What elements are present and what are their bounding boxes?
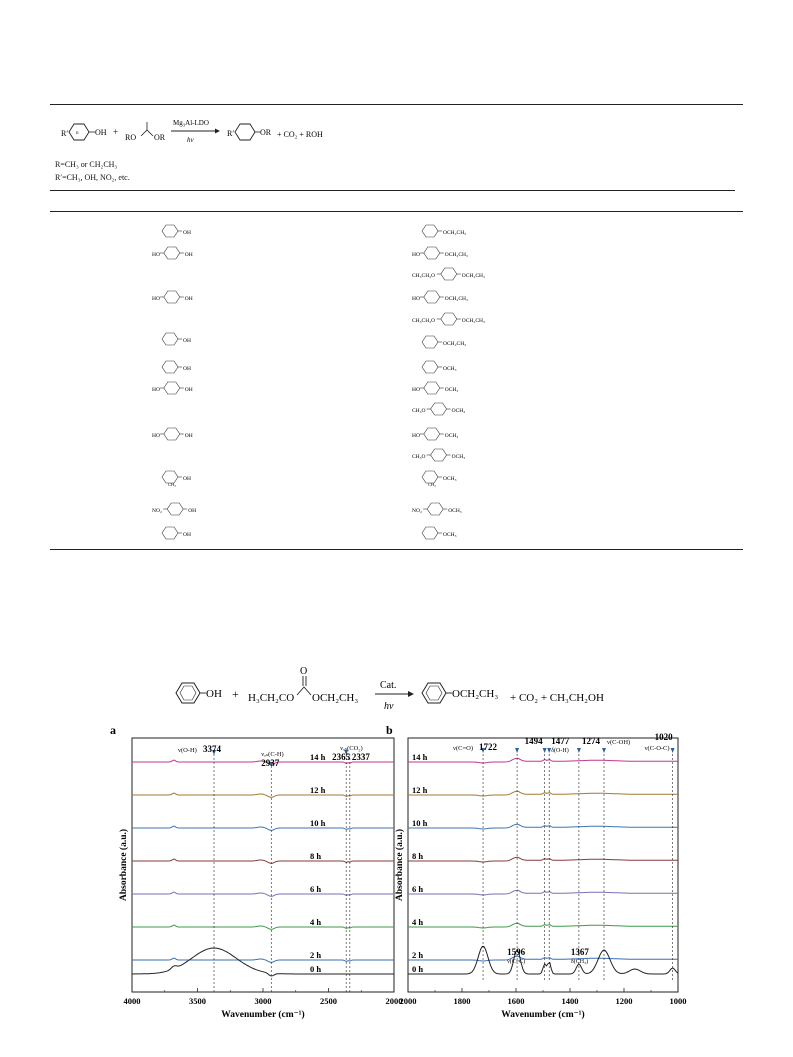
substrate-structure — [150, 500, 350, 518]
substrate-ring — [164, 291, 180, 303]
product-ring — [424, 291, 440, 303]
product-right-group: OCH₃ — [444, 387, 459, 393]
annotation-value: 1722 — [479, 742, 498, 752]
x-tick-label: 2000 — [385, 996, 403, 1006]
plot-frame — [132, 738, 394, 992]
substrate-ring — [164, 247, 180, 259]
product-sub-group: CH₃ — [428, 482, 436, 487]
product-structure — [410, 333, 610, 351]
annotation-label: δ(O-H) — [551, 748, 569, 754]
annotation-arrow — [543, 748, 547, 753]
product-structure — [410, 265, 610, 283]
reaction-scheme-phenol — [170, 665, 630, 720]
annotation-value: 3374 — [203, 744, 222, 754]
scheme-carbonate-right: OCH₂CH₃ — [312, 692, 359, 704]
series-label: 10 h — [412, 818, 428, 828]
annotation-label: ν(C-OH) — [607, 739, 631, 746]
product-right-group: OCH₂CH₃ — [443, 341, 467, 347]
substrate-ring — [162, 225, 178, 237]
product-structure — [410, 425, 610, 443]
product-right-group: OCH₃ — [451, 408, 466, 414]
substrate-left-group: HO — [152, 252, 160, 258]
series-label: 2 h — [310, 950, 322, 960]
substrate-right-group: OH — [184, 252, 193, 258]
series-label: 0 h — [412, 964, 424, 974]
x-tick-label: 1600 — [507, 996, 525, 1006]
annotation-value: 1477 — [551, 736, 570, 746]
spectrum-line — [132, 826, 394, 830]
spectrum-line — [132, 958, 394, 962]
product-left-group: CH₃CH₂O — [412, 318, 436, 324]
table-mid-rule-2 — [50, 211, 743, 212]
product-ring — [424, 382, 440, 394]
product-structure — [410, 524, 610, 542]
r-prime-label-product: R′ — [227, 129, 235, 138]
spectrum-line — [408, 923, 678, 928]
annotation-arrow — [515, 748, 519, 753]
substrate-left-group: HO — [152, 433, 160, 439]
substrate-right-group: OH — [183, 476, 191, 482]
scheme-plus: + — [232, 687, 239, 701]
annotation-value: 2365 — [332, 752, 351, 762]
product-structure — [410, 288, 610, 306]
product-left-group: HO — [412, 252, 420, 258]
substrate-structure — [150, 425, 350, 443]
product-ring — [424, 247, 440, 259]
substrate-structure — [150, 330, 350, 348]
substrate-right-group: OH — [183, 366, 191, 372]
scheme-product-group: OCH₂CH₃ — [452, 688, 499, 700]
substrate-left-group: HO — [152, 296, 160, 302]
substrate-ring — [162, 333, 178, 345]
substrate-ring — [162, 361, 178, 373]
product-structure — [410, 400, 610, 418]
substrate-right-group: OH — [184, 387, 193, 393]
product-left-group: CH₃O — [412, 408, 426, 414]
substrate-right-group: OH — [184, 296, 193, 302]
product-ring — [441, 268, 457, 280]
table-bottom-rule — [50, 549, 743, 550]
spectrum-line — [408, 857, 678, 862]
substrate-right-group: OH — [188, 508, 197, 514]
annotation-value: 1367 — [570, 947, 589, 957]
annotation-label: δ(CH₃) — [570, 959, 589, 965]
ftir-panel-b — [386, 722, 687, 1020]
product-structure — [410, 468, 610, 486]
x-tick-label: 1000 — [669, 996, 687, 1006]
substrate-ring — [162, 527, 178, 539]
product-right-group: OCH₃ — [448, 508, 462, 514]
product-structure — [410, 379, 610, 397]
annotation-arrow — [671, 748, 675, 753]
ftir-panel-a — [110, 722, 403, 1020]
substrate-structure — [150, 222, 350, 240]
substrate-structure — [150, 468, 350, 486]
spectrum-line — [132, 948, 394, 976]
substrate-ring — [164, 428, 180, 440]
reactant-group: OH — [95, 128, 107, 137]
product-left-group: CH₃O — [412, 454, 426, 460]
substrate-right-group: OH — [183, 338, 191, 344]
x-axis-label: Wavenumber (cm⁻¹) — [501, 1010, 585, 1020]
scheme-carbonate-left: H₃CH₂CO — [248, 692, 295, 704]
scheme-light: hv — [384, 701, 394, 712]
series-label: 12 h — [412, 785, 428, 795]
x-tick-label: 3500 — [189, 996, 206, 1006]
table-top-rule — [50, 104, 743, 105]
product-right-group: OCH₂CH₃ — [444, 252, 468, 258]
carbonyl-oxygen: O — [300, 666, 308, 677]
product-group: OR — [260, 128, 272, 137]
annotation-label: νₐₛ(C-H) — [261, 751, 284, 758]
product-structure — [410, 500, 610, 518]
spectrum-line — [408, 824, 678, 829]
ring-n-label: n — [76, 131, 79, 136]
product-ring — [424, 428, 440, 440]
series-label: 0 h — [310, 964, 322, 974]
substrate-ring — [167, 503, 183, 515]
x-tick-label: 4000 — [123, 996, 141, 1006]
product-right-group: OCH₃ — [443, 366, 457, 372]
x-tick-label: 3000 — [254, 996, 272, 1006]
x-axis-label: Wavenumber (cm⁻¹) — [221, 1010, 305, 1020]
y-axis-label: Absorbance (a.u.) — [119, 828, 129, 902]
table-mid-rule-1 — [50, 190, 735, 191]
product-left-group: HO — [412, 433, 420, 439]
annotation-value: 1020 — [654, 732, 673, 742]
product-ring — [422, 225, 438, 237]
spectrum-line — [132, 892, 394, 896]
annotation-label: νₐₛ(CO₂) — [340, 745, 363, 752]
product-right-group: OCH₃ — [451, 454, 466, 460]
catalyst-label: Mg₃Al-LDO — [173, 119, 209, 127]
product-right-group: OCH₂CH₃ — [444, 296, 468, 302]
annotation-value: 2937 — [261, 758, 280, 768]
series-label: 8 h — [412, 851, 424, 861]
x-tick-label: 1400 — [561, 996, 579, 1006]
note-r: R=CH₃ or CH₂CH₃ — [55, 160, 118, 169]
reaction-scheme-general — [55, 112, 415, 152]
x-tick-label: 2000 — [399, 996, 417, 1006]
product-right-group: OCH₂CH₃ — [461, 318, 485, 324]
annotation-arrow — [602, 748, 606, 753]
spectrum-line — [408, 791, 678, 796]
scheme-byproducts: + CO₂ + CH₃CH₂OH — [510, 692, 604, 704]
product-right-group: OCH₃ — [444, 433, 459, 439]
substrate-right-group: OH — [184, 433, 193, 439]
note-r-prime: R′=CH₃, OH, NO₂, etc. — [55, 173, 130, 182]
product-ring — [431, 449, 447, 461]
spectrum-line — [132, 925, 394, 929]
annotation-value: 2337 — [351, 752, 370, 762]
r-prime-label: R′ — [61, 129, 69, 138]
series-label: 12 h — [310, 785, 326, 795]
substrate-structure — [150, 288, 350, 306]
series-label: 14 h — [412, 752, 428, 762]
product-ring — [441, 313, 457, 325]
annotation-value: 1494 — [524, 736, 543, 746]
substrate-structure — [150, 524, 350, 542]
series-label: 4 h — [412, 917, 424, 927]
annotation-value: 1596 — [507, 947, 526, 957]
x-tick-label: 2500 — [320, 996, 337, 1006]
product-left-group: NO₂ — [412, 508, 422, 514]
plus-sign: + — [113, 127, 119, 137]
product-right-group: OCH₂CH₃ — [443, 230, 467, 236]
series-label: 4 h — [310, 917, 322, 927]
substrate-structure — [150, 358, 350, 376]
substrate-structure — [150, 244, 350, 262]
series-label: 6 h — [412, 884, 424, 894]
scheme-catalyst: Cat. — [380, 680, 397, 691]
substrate-ring — [164, 382, 180, 394]
product-left-group: HO — [412, 296, 420, 302]
byproducts: + CO₂ + ROH — [277, 130, 323, 139]
product-ring — [427, 503, 443, 515]
panel-label: a — [110, 723, 116, 737]
product-left-group: CH₃CH₂O — [412, 273, 436, 279]
spectrum-line — [408, 758, 678, 763]
spectrum-line — [408, 956, 678, 961]
spectrum-line — [132, 859, 394, 863]
substrate-left-group: NO₂ — [152, 508, 162, 514]
product-ring — [422, 361, 438, 373]
product-right-group: OCH₃ — [443, 476, 457, 482]
product-ring — [431, 403, 447, 415]
product-right-group: OCH₃ — [443, 532, 457, 538]
phenol-group: OH — [206, 688, 222, 700]
substrate-structure — [150, 379, 350, 397]
substrate-right-group: OH — [183, 532, 191, 538]
substrate-left-group: HO — [152, 387, 160, 393]
light-label: hv — [187, 136, 194, 144]
carbonate-right: OR — [154, 133, 166, 142]
annotation-label: ν(C=O) — [453, 745, 474, 752]
series-label: 10 h — [310, 818, 326, 828]
product-left-group: HO — [412, 387, 420, 393]
product-ring — [422, 336, 438, 348]
series-label: 6 h — [310, 884, 322, 894]
panel-label: b — [386, 723, 393, 737]
series-label: 8 h — [310, 851, 322, 861]
series-label: 2 h — [412, 950, 424, 960]
annotation-arrow — [577, 748, 581, 753]
carbonate-left: RO — [125, 133, 137, 142]
product-ring — [422, 527, 438, 539]
product-structure — [410, 310, 610, 328]
product-structure — [410, 446, 610, 464]
product-structure — [410, 358, 610, 376]
product-structure — [410, 244, 610, 262]
y-axis-label: Absorbance (a.u.) — [395, 828, 405, 902]
substrate-right-group: OH — [183, 230, 191, 236]
annotation-label: ν(C=C) — [507, 959, 526, 965]
annotation-label: ν(O-H) — [178, 747, 197, 754]
substrate-sub-group: CH₃ — [168, 482, 176, 487]
spectrum-line — [408, 890, 678, 895]
x-tick-label: 1800 — [453, 996, 471, 1006]
annotation-label: ν(C-O-C) — [644, 745, 670, 752]
x-tick-label: 1200 — [615, 996, 633, 1006]
spectrum-line — [132, 793, 394, 797]
plot-frame — [408, 738, 678, 992]
product-structure — [410, 222, 610, 240]
series-label: 14 h — [310, 752, 326, 762]
product-right-group: OCH₂CH₃ — [461, 273, 485, 279]
annotation-value: 1274 — [582, 736, 601, 746]
